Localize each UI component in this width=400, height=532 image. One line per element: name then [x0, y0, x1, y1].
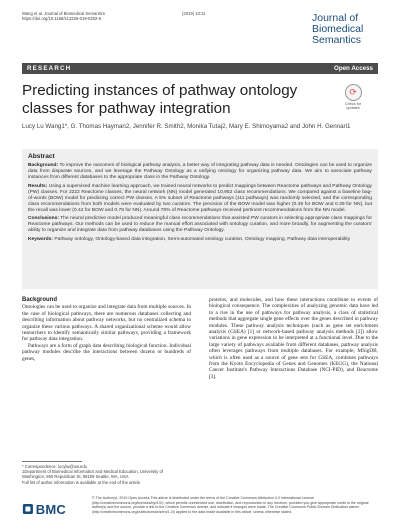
- open-access-label: Open Access: [334, 65, 373, 72]
- citation: [22, 11, 172, 21]
- citation-line: Wang et al. Journal of Biomedical Semantics: [22, 11, 105, 16]
- section-heading-background: Background: [22, 297, 58, 303]
- author-list: Lucy Lu Wang1*, G. Thomas Hayman2, Jennifer R. Smith2, Monika Tutaj2, Mary E. Shimoyama2 and John H. Gennari1: [22, 123, 351, 130]
- check-updates-label: Check for updates: [344, 102, 362, 111]
- affiliation: 1Department of Biomedical Informatics and Medical Education, University of Washington, 850 Republican St, 98109 Seattle, WA, USA: [22, 469, 164, 480]
- license-text: © The Author(s). 2019 Open Access This article is distributed under the terms of the Creative Commons Attribution 4.0 International License (http://creativecommons.org/licenses/by/4.0/), which permits unrestricted use, distribution, and reproduction in any medium, provided you give appropriate credit to the original author(s) and the source, provide a link to the Creative Commons license, and indicate if changes were made. The Creative Commons Public Domain Dedication waiver (http://creativecommons.org/publicdomain/zero/1.0/) applies to the data made available in this article, unless otherwise stated.: [92, 496, 369, 514]
- body-column-left: [22, 297, 191, 362]
- bmc-wordmark: BMC: [35, 501, 66, 517]
- section-banner: [22, 63, 378, 74]
- abstract-background: Background: To improve the outcomes of biological pathway analysis, a better way of integrating pathway data is needed. Ontologies can be used to organize data from disparate sources, and we leverage the Pathway Ontology as a unifying ontology for organizing pathway data. We aim to associate pathway instances from different databases to the appropriate class in the Pathway Ontology.: [28, 163, 372, 181]
- correspondence-email[interactable]: * Correspondence: lucylw@uw.edu: [22, 464, 88, 469]
- abstract-results: Results: Using a supervised machine learning approach, we trained neural networks to predict mappings between Reactome pathways and Pathway Ontology (PW) classes. For 2222 Reactome classes, the neural network (NN) model generated 10,952 class recommendations. We compared against a baseline bag-of-words (BOW) model for predicting correct PW classes. A 5% subset of Reactome pathways (111 pathways) was randomly selected, and the corresponding class recommendations from both models were evaluated by two curators. The precision of the BOW model was higher (0.49 for BOW and 0.39 for NN), but the recall was lower (0.42 for BOW and 0.78 for NN). Around 78% of Reactome pathways received pertinent recommendations from the NN model.: [28, 183, 372, 213]
- footnote-divider: [22, 461, 82, 462]
- journal-logo[interactable]: [312, 13, 392, 46]
- journal-name-line1: Journal of: [312, 12, 359, 24]
- journal-name-line2: Biomedical Semantics: [312, 23, 364, 46]
- article-title: Predicting instances of pathway ontology classes for pathway integration: [22, 82, 298, 117]
- abstract-conclusions: Conclusions: The neural predictive model produced meaningful class recommendations that assisted PW curators in selecting appropriate class mappings for Reactome pathways. Our methods can be used to reduce the manual effort associated with ontology curation, and more broadly, for augmenting the curators' ability to organize and integrate data from pathway databases using the Pathway Ontology.: [28, 216, 372, 234]
- author-info-note: Full list of author information is available at the end of the article: [22, 479, 141, 485]
- doi-link[interactable]: https://doi.org/10.1186/s13326-019-0202-8: [22, 16, 102, 22]
- paragraph: Pathways are a form of graph data describing biological function. Individual pathway modules describe the interactions between dozens or hundreds of genes,: [22, 342, 191, 362]
- year-pages: (2019) 10:11: [182, 11, 206, 16]
- body-column-right: [209, 297, 378, 380]
- paragraph: proteins, and molecules, and how these interactions contribute to events of biological consequence. The complexities of analyzing genomic data have led to a rise in the use of pathways for pathway analysis, a class of statistical methods that aggregate single gene effects over the genes described in pathway modules. These pathway analysis techniques (such as gene set enrichment analysis (GSEA) [1] or network-based pathway analysis methods [2]) allow variations in gene expression to be interpreted at a functional level. Due to the large variety of pathways available from different databases, pathway analysis often leverages pathways from multiple databases. For example, MSigDB, which is often used as a source of gene sets for GSEA, combines pathways from the Kyoto Encyclopedia of Genes and Genomes (KEGG), the National Cancer Institute's Pathway Interactions Database (NCI-PID), and Reactome [3].: [209, 297, 378, 380]
- abstract-box: [22, 149, 378, 289]
- abstract-heading: Abstract: [28, 153, 55, 160]
- paragraph: Ontologies can be used to organize and integrate data from multiple sources. In the case of biological pathways, there are numerous databases collecting and describing information about pathway networks, but no centralized schema to organize these various pathways. A shared organizational scheme would allow researchers to identify semantically similar pathways, providing a framework for pathway data integration.: [22, 304, 191, 343]
- abstract-keywords: Keywords: Pathway ontology, Ontology-based data integration, Semi-automated ontology curation, Ontology mapping, Pathway data interoperability: [28, 236, 351, 242]
- check-updates-icon: ⟳: [345, 84, 362, 101]
- bmc-logo[interactable]: [22, 498, 66, 520]
- footnote: [22, 464, 187, 485]
- check-for-updates-button[interactable]: [330, 84, 376, 114]
- section-label: RESEARCH: [27, 65, 72, 72]
- bmc-mark-icon: [22, 502, 34, 516]
